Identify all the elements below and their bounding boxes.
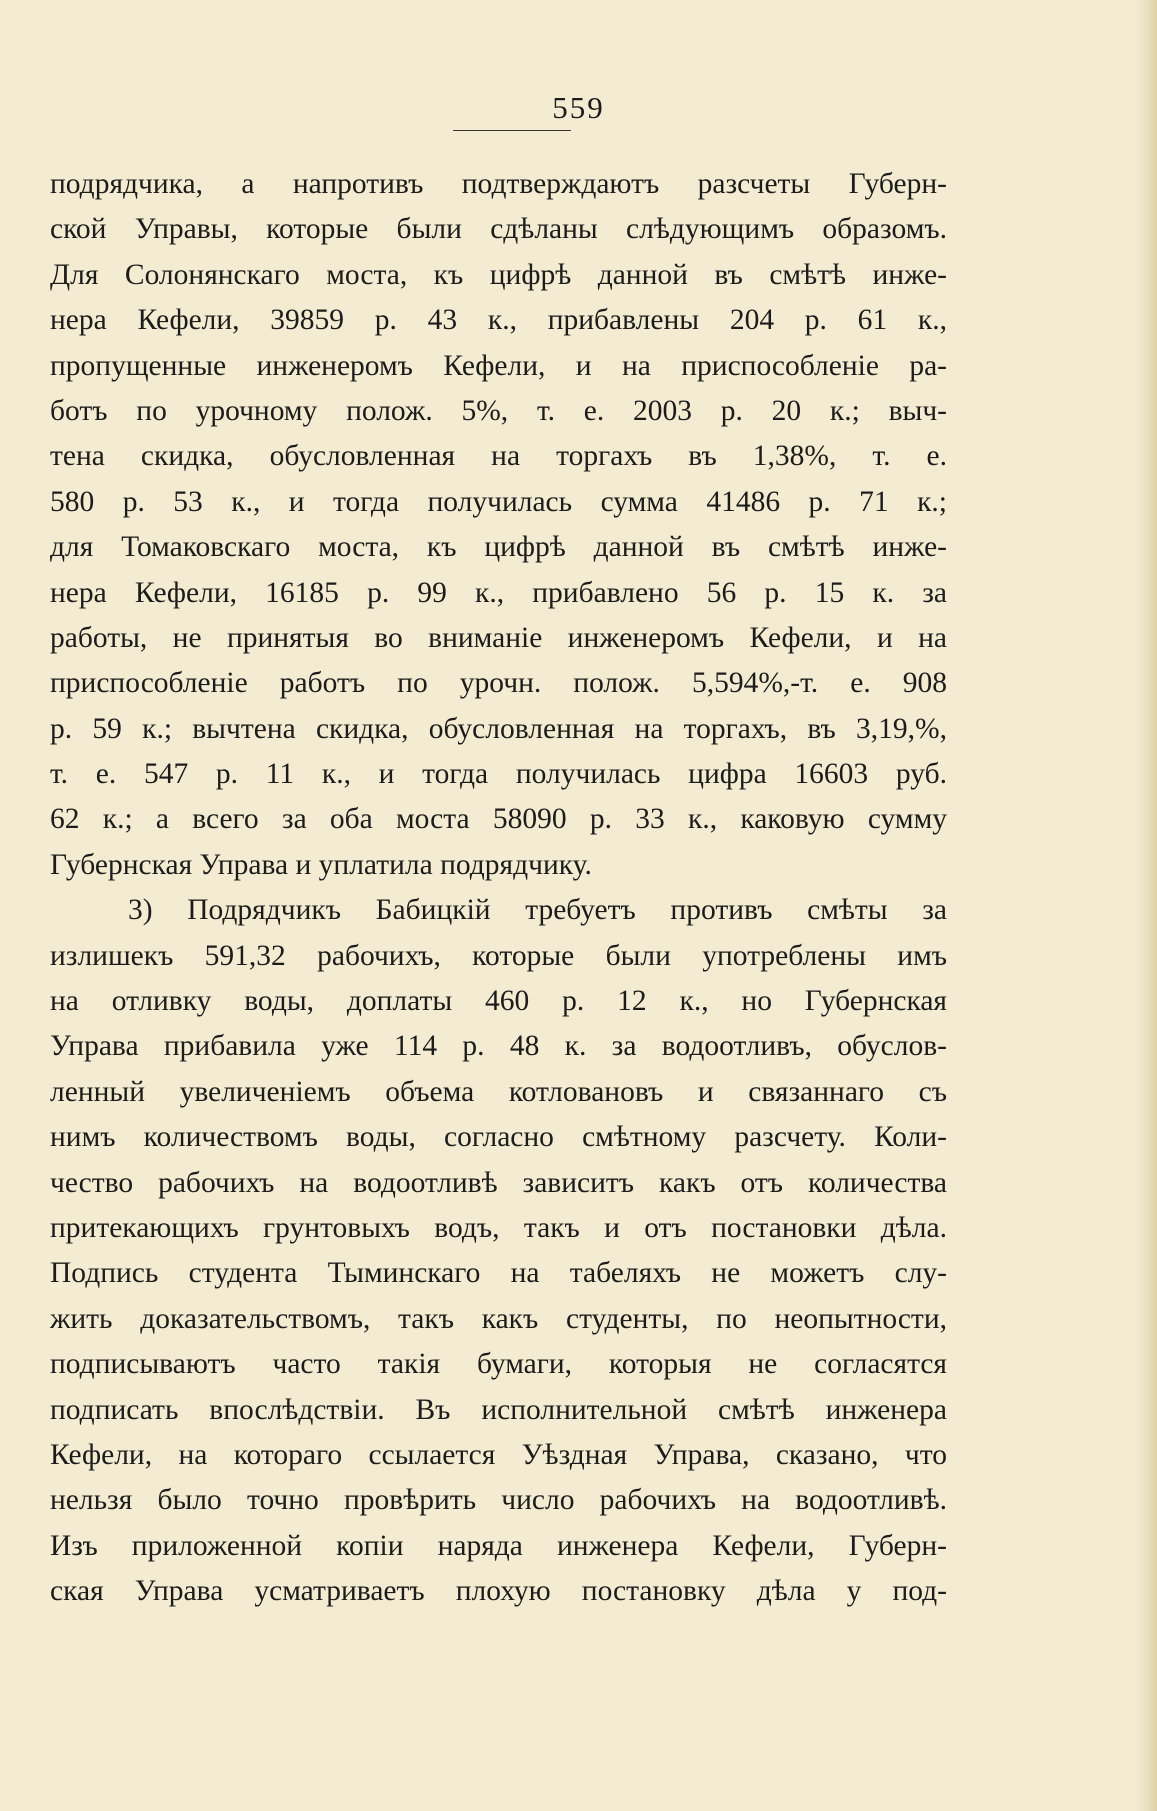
page-number-rule: [453, 130, 571, 131]
text-line: 3) Подрядчикъ Бабицкій требуетъ противъ смѣты за: [128, 894, 947, 927]
text-line: нера Кефели, 39859 р. 43 к., прибавлены 204 р. 61 к.,: [50, 304, 947, 337]
text-line: подрядчика, а напротивъ подтверждаютъ разсчеты Губерн-: [50, 168, 947, 200]
text-line: пропущенные инженеромъ Кефели, и на приспособленіе ра-: [50, 349, 947, 382]
text-line: Подпись студента Тыминскаго на табеляхъ не можетъ слу-: [50, 1257, 947, 1290]
text-line: ленный увеличеніемъ объема котловановъ и связаннаго съ: [50, 1075, 947, 1108]
text-line: Губернская Управа и уплатила подрядчику.: [50, 848, 592, 881]
text-line: чество рабочихъ на водоотливѣ зависитъ какъ отъ количества: [50, 1166, 947, 1199]
text-line: Для Солонянскаго моста, къ цифрѣ данной въ смѣтѣ инже-: [50, 258, 947, 291]
text-line: ская Управа усматриваетъ плохую постановку дѣла у под-: [50, 1575, 947, 1608]
text-line: нера Кефели, 16185 р. 99 к., прибавлено 56 р. 15 к. за: [50, 576, 947, 609]
text-line: жить доказательствомъ, такъ какъ студенты, по неопытности,: [50, 1302, 947, 1335]
text-line: работы, не принятыя во вниманіе инженеромъ Кефели, и на: [50, 621, 947, 654]
body-text: [50, 162, 947, 1615]
text-line: Изъ приложенной копіи наряда инженера Кефели, Губерн-: [50, 1529, 947, 1562]
text-line: нимъ количествомъ воды, согласно смѣтному разсчету. Коли-: [50, 1121, 947, 1154]
page-number: 559: [552, 90, 605, 125]
text-line: ботъ по урочному полож. 5%, т. е. 2003 р. 20 к.; выч-: [50, 394, 947, 427]
text-line: нельзя было точно провѣрить число рабочихъ на водоотливѣ.: [50, 1484, 947, 1517]
text-line: т. е. 547 р. 11 к., и тогда получилась цифра 16603 руб.: [50, 758, 947, 791]
text-line: приспособленіе работъ по урочн. полож. 5,594%,-т. е. 908: [50, 667, 947, 700]
text-line: Кефели, на котораго ссылается Уѣздная Управа, сказано, что: [50, 1438, 947, 1471]
text-line: Управа прибавила уже 114 р. 48 к. за водоотливъ, обуслов-: [50, 1030, 947, 1063]
text-line: излишекъ 591,32 рабочихъ, которые были употреблены имъ: [50, 939, 947, 972]
text-line: 62 к.; а всего за оба моста 58090 р. 33 к., каковую сумму: [50, 803, 947, 836]
text-line: подписать впослѣдствіи. Въ исполнительной смѣтѣ инженера: [50, 1393, 947, 1426]
text-line: 580 р. 53 к., и тогда получилась сумма 41486 р. 71 к.;: [50, 485, 947, 518]
text-line: р. 59 к.; вычтена скидка, обусловленная на торгахъ, въ 3,19,%,: [50, 712, 947, 745]
page-edge-shadow: [1135, 0, 1157, 1811]
text-line: тена скидка, обусловленная на торгахъ въ 1,38%, т. е.: [50, 440, 947, 473]
text-line: подписываютъ часто такія бумаги, которыя не согласятся: [50, 1348, 947, 1381]
text-line: для Томаковскаго моста, къ цифрѣ данной въ смѣтѣ инже-: [50, 531, 947, 564]
paragraph-2: [50, 888, 947, 1614]
text-line: притекающихъ грунтовыхъ водъ, такъ и отъ постановки дѣла.: [50, 1211, 947, 1244]
text-line: на отливку воды, доплаты 460 р. 12 к., но Губернская: [50, 985, 947, 1018]
paragraph-1: [50, 162, 947, 888]
text-line: ской Управы, которые были сдѣланы слѣдующимъ образомъ.: [50, 213, 947, 246]
